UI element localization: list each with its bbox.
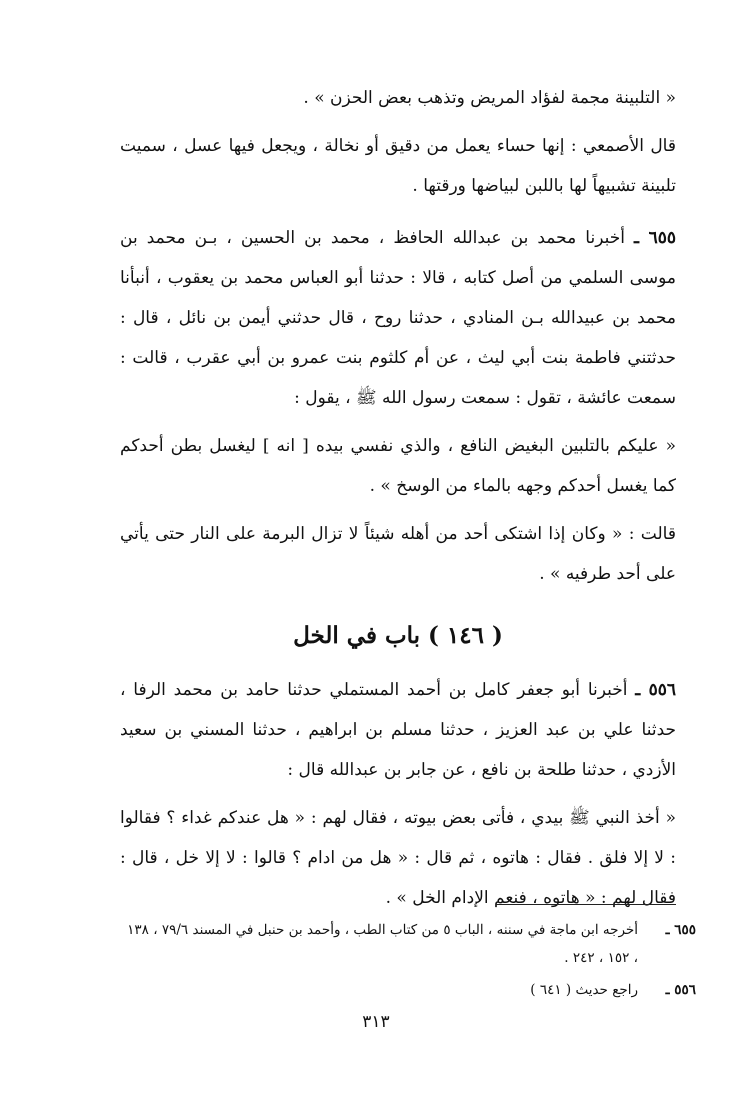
hadith-text: أخبرنا أبو جعفر كامل بن أحمد المستملي حدثنا حامد بن محمد الرفا ، حدثنا علي بن عبد العزيز ، حدثنا مسلم بن ابراهيم ، حدثنا المسني بن سعيد الأزدي ، حدثنا طلحة بن نافع ، عن جابر بن عبدالله قال :: [120, 680, 676, 780]
paragraph-asmai: قال الأصمعي : إنها حساء يعمل من دقيق أو نخالة ، ويجعل فيها عسل ، سميت تلبينة تشبيهاً لها باللبن لبياضها ورقتها .: [120, 136, 676, 196]
footnote-item: [120, 916, 696, 972]
chapter-heading: ( ١٤٦ ) باب في الخل: [293, 622, 503, 649]
paragraph-talbin-quote: « عليكم بالتلبين البغيض النافع ، والذي نفسي بيده [ انه ] ليغسل بطن أحدكم كما يغسل أحدكم وجهه بالماء من الوسخ » .: [120, 436, 676, 496]
footnote-number: ٦٥٥ ـ: [665, 922, 696, 938]
footnote-number: ٥٥٦ ـ: [665, 982, 696, 998]
page-number: ٣١٣: [362, 1012, 390, 1032]
footnote-text: راجع حديث ( ٦٤١ ): [530, 982, 638, 998]
paragraph-hadith-556: [120, 670, 676, 790]
paragraph-vinegar-story: « أخذ النبي ﷺ بيدي ، فأتى بعض بيوته ، فقال لهم : « هل عندكم غداء ؟ فقالوا : لا إلا فلق . فقال : هاتوه ، ثم قال : « هل من ادام ؟ قالوا : لا إلا خل ، قال : فقال لهم : « هاتوه ، فنعم الإدام الخل » .: [120, 808, 676, 908]
hadith-text: أخبرنا محمد بن عبدالله الحافظ ، محمد بن الحسين ، بـن محمد بن موسى السلمي من أصل كتابه ، قالا : حدثنا أبو العباس محمد بن يعقوب ، أنبأنا محمد بن عبيدالله بـن المنادي ، حدثنا روح ، قال حدثني أيمن بن نائل ، قال : حدثتني فاطمة بنت أبي ليث ، عن أم كلثوم بنت عمرو بن أبي عقرب ، قالت : سمعت عائشة ، تقول : سمعت رسول الله ﷺ ، يقول :: [120, 228, 676, 408]
paragraph-aisha-said: قالت : « وكان إذا اشتكى أحد من أهله شيئاً لا تزال البرمة على النار حتى يأتي على أحد طرفيه » .: [120, 524, 676, 584]
footnotes: [120, 916, 696, 1004]
paragraph-hadith-655: [120, 218, 676, 418]
hadith-number: ٥٥٦ ـ: [635, 680, 676, 700]
footnote-text: أخرجه ابن ماجة في سننه ، الباب ٥ من كتاب الطب ، وأحمد بن حنبل في المسند ٧٩/٦ ، ١٣٨ ، ١٥٢ ، ٢٤٢ .: [127, 922, 638, 966]
hadith-number: ٦٥٥ ـ: [634, 228, 676, 248]
main-text: [120, 78, 676, 918]
footnote-divider: [496, 904, 676, 905]
footnote-item: [120, 976, 696, 1004]
paragraph-talbina-quote: « التلبينة مجمة لفؤاد المريض وتذهب بعض الحزن » .: [303, 88, 676, 108]
